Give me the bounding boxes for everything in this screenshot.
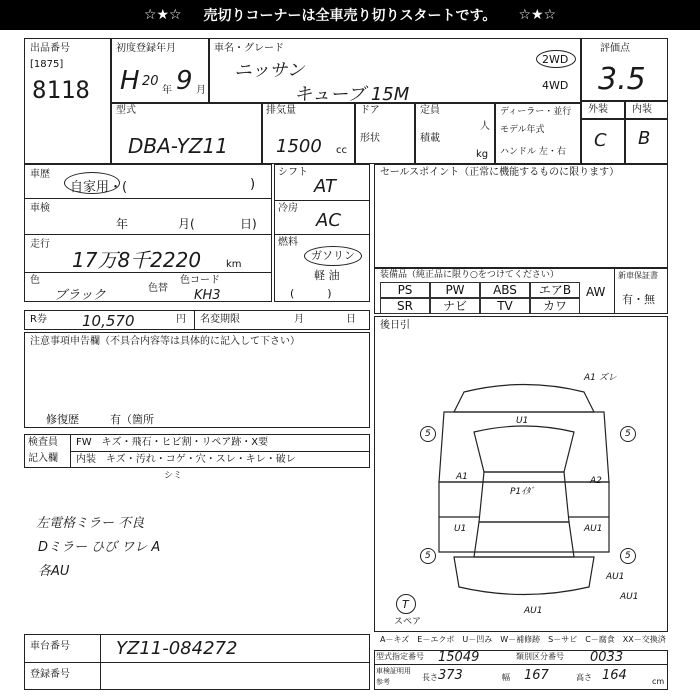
recycle-row <box>24 310 370 330</box>
type-no-label: 型式指定番号 <box>376 652 424 661</box>
equipment-item: カワ <box>530 298 580 314</box>
damage-mark: AU1 <box>620 592 639 602</box>
spare-label: スペア <box>394 617 422 627</box>
equipment-item: PS <box>380 282 430 298</box>
door-label: ドア <box>360 105 380 116</box>
lot-label: 出品番号 <box>30 43 70 54</box>
score: 3.5 <box>598 62 646 97</box>
dims-unit: cm <box>652 677 665 686</box>
equipment-item: TV <box>480 298 530 314</box>
damage-mark: AU1 <box>524 606 543 616</box>
memo-line-1: 左電格ミラー 不良 <box>36 516 145 531</box>
equipment-item: PW <box>430 282 480 298</box>
reg-label: 初度登録年月 <box>116 43 176 54</box>
warranty-value: 有・無 <box>622 293 655 306</box>
insp-month: 月( <box>178 217 195 231</box>
class-no-value: 0033 <box>590 650 624 665</box>
height-label: 高さ <box>576 673 592 682</box>
tire-mark: 5 <box>425 551 431 561</box>
ext-label: 外装 <box>588 104 608 115</box>
load-unit: kg <box>476 149 489 160</box>
width-label: 幅 <box>502 673 510 682</box>
inspector-extra: シミ <box>164 471 183 481</box>
height-value: 164 <box>602 668 627 683</box>
name-change-month: 月 <box>294 314 304 325</box>
reg-month: 9 <box>176 66 193 96</box>
reg-year: 20 <box>142 74 159 89</box>
class-no-label: 類別区分番号 <box>516 652 564 661</box>
length-label: 長さ <box>422 673 438 682</box>
color-code-label: 色コード <box>180 275 220 286</box>
damage-mark: AU1 <box>606 572 625 582</box>
reg-number-label: 登録番号 <box>30 669 70 680</box>
int-grade: B <box>638 128 651 149</box>
spare-mark: T <box>402 598 409 611</box>
reg-year-unit: 年 <box>162 85 172 96</box>
inspector-label-1: 検査員 <box>28 437 58 448</box>
damage-mark: U1 <box>454 524 467 534</box>
car-grade: キューブ 15M <box>294 84 410 105</box>
chassis-value: YZ11-084272 <box>116 638 238 659</box>
damage-mark: A2 <box>590 476 602 486</box>
fuel-paren: ( ) <box>290 287 332 300</box>
int-label: 内装 <box>632 104 652 115</box>
equipment-item: ABS <box>480 282 530 298</box>
auction-sheet <box>24 38 674 690</box>
damage-mark: AU1 <box>584 524 603 534</box>
memo-line-2: Dミラー ひび ワレ A <box>38 540 161 555</box>
after-label: 後日引 <box>380 320 410 331</box>
sales-block <box>374 164 668 268</box>
color-no-label: 色替 <box>148 283 168 294</box>
diesel-label: 軽 油 <box>314 269 340 282</box>
equipment-label: 装備品（純正品に限り○をつけてください） <box>380 270 559 280</box>
mileage-value: 17万8千2220 <box>72 248 202 272</box>
cap-label: 定員 <box>420 105 440 116</box>
drive-2wd: 2WD <box>542 53 569 66</box>
color-code-value: KH3 <box>194 288 221 303</box>
name-change-label: 名変期限 <box>200 314 240 325</box>
damage-mark: A1 ズレ <box>584 373 617 383</box>
cc-label: 排気量 <box>266 105 296 116</box>
recycle-value: 10,570 <box>82 312 135 330</box>
ac-label: 冷房 <box>278 203 298 214</box>
insp-year: 年 <box>116 217 129 231</box>
size-label: 車検証明用 <box>376 667 411 675</box>
damage-mark: A1 <box>456 472 468 482</box>
inspector-row-1: FW キズ・飛石・ヒビ割・リペア跡・X要 <box>76 437 269 448</box>
model-year-label: モデル年式 <box>500 125 545 135</box>
drive-4wd: 4WD <box>542 79 569 92</box>
banner-stars-right: ☆★☆ <box>518 7 557 23</box>
insp-day: 日) <box>240 217 257 231</box>
name-change-day: 日 <box>346 314 356 325</box>
history-block <box>24 164 272 302</box>
shift-value: AT <box>314 176 336 197</box>
cap-unit: 人 <box>480 121 490 132</box>
inspector-label-2: 記入欄 <box>28 453 58 464</box>
equipment-grid <box>380 282 580 314</box>
tire-mark: 5 <box>625 551 631 561</box>
history-label: 車歴 <box>30 169 50 180</box>
handle-label: ハンドル 左・右 <box>500 147 566 157</box>
tire-mark: 5 <box>425 429 431 439</box>
type-no-value: 15049 <box>438 650 480 665</box>
sales-label: セールスポイント（正常に機能するものに限ります） <box>380 167 620 178</box>
equipment-item: エアB <box>530 282 580 298</box>
mileage-label: 走行 <box>30 239 50 250</box>
recycle-label: R券 <box>30 314 47 325</box>
reg-month-unit: 月 <box>196 85 206 96</box>
width-value: 167 <box>524 668 549 683</box>
ref-label: 参考 <box>376 678 390 686</box>
banner-stars-left: ☆★☆ <box>143 7 182 23</box>
fuel-value: ガソリン <box>311 249 355 262</box>
memo-line-3: 各AU <box>38 564 70 579</box>
top-banner <box>0 0 700 30</box>
aw-label: AW <box>586 285 606 299</box>
history-end: ) <box>250 177 256 192</box>
model-label: 型式 <box>116 105 136 116</box>
lot-number: 8118 <box>32 76 90 104</box>
dealer-label: ディーラー・並行 <box>500 107 572 117</box>
color-value: ブラック <box>54 288 106 303</box>
inspection-label: 車検 <box>30 203 50 214</box>
warranty-label: 新車保証書 <box>618 271 658 280</box>
repair-value: 有（箇所 <box>110 413 154 426</box>
score-label: 評価点 <box>600 43 630 54</box>
equipment-item: ナビ <box>430 298 480 314</box>
reg-era: H <box>120 66 140 96</box>
ext-grade: C <box>594 130 607 151</box>
damage-mark: P1ｲﾀﾞ <box>510 487 535 497</box>
shape-label: 形状 <box>360 133 380 144</box>
chassis-label: 車台番号 <box>30 641 70 652</box>
shift-label: シフト <box>278 167 308 178</box>
history-value: 自家用・( <box>70 180 128 195</box>
repair-label: 修復歴 <box>46 413 79 426</box>
car-name: ニッサン <box>234 60 305 81</box>
equipment-item: SR <box>380 298 430 314</box>
notes-label: 注意事項申告欄（不具合内容等は具体的に記入して下さい） <box>30 336 300 347</box>
cc-unit: cc <box>336 145 347 156</box>
car-label: 車名・グレード <box>214 43 284 54</box>
damage-mark: U1 <box>516 416 529 426</box>
ac-value: AC <box>316 210 341 231</box>
cc-value: 1500 <box>276 136 322 157</box>
load-label: 積載 <box>420 133 440 144</box>
length-value: 373 <box>438 668 463 683</box>
damage-legend: A－キズ E－エクボ U－凹み W－補修跡 S－サビ C－腐食 XX－交換済 <box>380 635 666 644</box>
tire-mark: 5 <box>625 429 631 439</box>
color-label: 色 <box>30 275 40 286</box>
mileage-unit: km <box>226 259 242 270</box>
fuel-label: 燃料 <box>278 237 298 248</box>
model-value: DBA-YZ11 <box>128 134 228 158</box>
banner-text: 売切りコーナーは全車売り切りスタートです。 <box>203 8 497 24</box>
recycle-unit: 円 <box>176 314 186 325</box>
inspector-row-2: 内装 キズ・汚れ・コゲ・穴・スレ・キレ・破レ <box>76 454 296 465</box>
lot-sub: [1875] <box>30 59 64 70</box>
